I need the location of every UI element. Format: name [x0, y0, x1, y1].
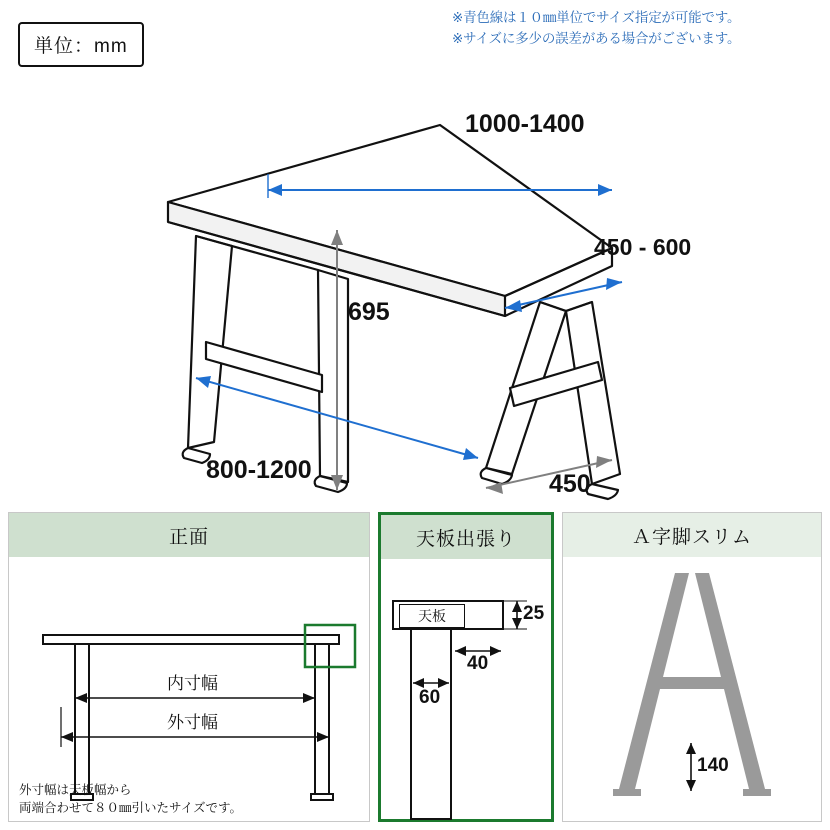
unit-box: 単位：mm	[18, 22, 144, 67]
front-view-footnote	[19, 781, 242, 817]
panels-row	[8, 512, 822, 822]
dim-thickness: 25	[523, 603, 545, 624]
dim-leg-width: 60	[419, 687, 441, 708]
note-line-2: ※サイズに多少の誤差がある場合がございます。	[452, 30, 741, 46]
dim-foot-height: 140	[697, 755, 729, 776]
label-outer-width: 外寸幅	[167, 713, 218, 732]
dim-top-depth: 450 - 600	[594, 234, 692, 260]
panel-front-view-title: 正面	[9, 513, 369, 557]
footnote-line-2: 両端合わせて８０㎜引いたサイズです。	[19, 800, 243, 815]
dim-top-width: 1000-1400	[465, 110, 585, 138]
panel-front-view-body	[9, 557, 369, 823]
notes-block	[452, 8, 824, 50]
main-diagram	[0, 70, 830, 510]
a-leg-svg	[563, 557, 821, 823]
dim-leg-span: 800-1200	[206, 456, 312, 484]
label-inner-width: 内寸幅	[167, 674, 218, 693]
note-line-1: ※青色線は１０㎜単位でサイズ指定が可能です。	[452, 10, 741, 25]
panel-a-leg-slim-title: Ａ字脚スリム	[563, 513, 821, 557]
top-overhang-svg	[381, 559, 551, 825]
panel-front-view	[8, 512, 370, 822]
panel-top-overhang-title: 天板出張り	[381, 515, 551, 559]
footnote-line-1: 外寸幅は天板幅から	[19, 782, 132, 797]
panel-a-leg-slim-body	[563, 557, 821, 823]
main-diagram-svg	[0, 70, 830, 510]
panel-top-overhang	[378, 512, 554, 822]
dim-overhang: 40	[467, 653, 489, 674]
panel-top-overhang-body	[381, 559, 551, 825]
board-label: 天板	[399, 604, 465, 628]
dim-foot-depth: 450	[549, 470, 591, 498]
dim-height: 695	[348, 298, 390, 326]
panel-a-leg-slim	[562, 512, 822, 822]
